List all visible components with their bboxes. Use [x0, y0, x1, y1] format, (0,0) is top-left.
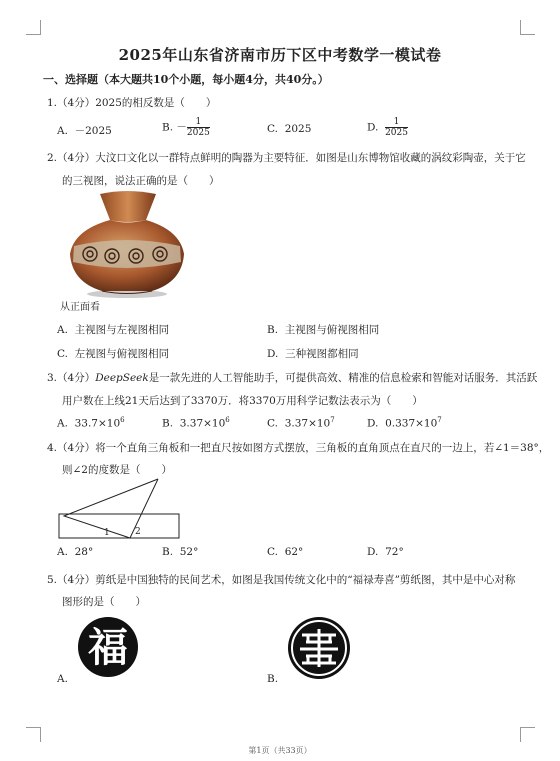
question-number: 3.（4分）	[47, 372, 96, 384]
option-label: D.	[267, 348, 279, 360]
option-label: C.	[267, 123, 278, 135]
exponent: 6	[120, 416, 125, 424]
crop-mark-bottom-left	[26, 727, 41, 742]
numerator: 1	[385, 117, 408, 128]
angle-1-label: 1	[104, 528, 110, 538]
crop-mark-top-right	[520, 20, 535, 35]
option-label: D.	[367, 546, 379, 558]
option-text: 0.337×10	[385, 417, 438, 430]
exponent: 7	[437, 416, 442, 424]
option-text: 28°	[74, 546, 94, 558]
option-label: B.	[162, 121, 174, 134]
q3-stem-line1	[47, 370, 537, 385]
numerator: 1	[187, 117, 210, 128]
page-title: 2025年山东省济南市历下区中考数学一模试卷	[118, 46, 442, 64]
papercut-round-image	[286, 615, 352, 681]
option-text: 62°	[284, 546, 304, 558]
q4-option-c[interactable]	[267, 546, 303, 558]
option-label: A.	[57, 546, 68, 558]
papercut-fu-image	[76, 615, 140, 679]
denominator: 2025	[385, 128, 408, 138]
option-text: 2025	[284, 123, 312, 135]
option-label: D.	[367, 121, 379, 134]
option-label: D.	[367, 417, 379, 430]
crop-mark-bottom-right	[520, 727, 535, 742]
q4-stem-line2: 则∠2的度数是（ ）	[62, 464, 172, 476]
option-text: 主视图与左视图相同	[74, 324, 170, 336]
q5-stem-line2: 图形的是（ ）	[62, 596, 146, 608]
stem-text: 是一款先进的人工智能助手，可提供高效、精准的信息检索和智能对话服务．其活跃	[148, 372, 538, 384]
ruler-triangle-diagram	[58, 476, 184, 542]
denominator: 2025	[186, 128, 210, 138]
option-text: 三种视图都相同	[285, 348, 359, 360]
angle-2-label: 2	[135, 527, 141, 537]
q4-option-d[interactable]	[367, 546, 404, 558]
q3-option-d[interactable]	[367, 416, 442, 430]
option-text: 33.7×10	[74, 417, 121, 430]
q5-option-b[interactable]: B.	[267, 673, 279, 685]
option-label: B.	[162, 417, 174, 430]
option-text: 72°	[385, 546, 404, 558]
option-text: 左视图与俯视图相同	[74, 348, 170, 360]
q4-stem-line1: 4.（4分）将一个直角三角板和一把直尺按如图方式摆放，三角板的直角顶点在直尺的一边上，若∠1＝38°，	[47, 442, 550, 454]
q5-stem-line1: 5.（4分）剪纸是中国独特的民间艺术，如图是我国传统文化中的“福禄寿喜”剪纸图，其中是中心对称	[47, 574, 516, 586]
fraction	[187, 117, 210, 138]
q2-stem-line1: 2.（4分）大汶口文化以一群特点鲜明的陶器为主要特征．如图是山东博物馆收藏的涡纹彩陶壶，关于它	[47, 152, 526, 164]
option-label: B.	[267, 324, 279, 336]
option-label: A.	[57, 324, 68, 336]
option-text: 52°	[179, 546, 199, 558]
minus-sign: －	[176, 121, 187, 134]
option-label: A.	[57, 125, 68, 137]
q5-option-a[interactable]: A.	[57, 673, 68, 685]
q3-option-a[interactable]	[57, 416, 125, 430]
q3-option-b[interactable]	[162, 416, 230, 430]
q2-option-d[interactable]	[267, 346, 359, 361]
option-text: －2025	[74, 125, 112, 137]
section-heading: 一、选择题（本大题共10个小题，每小题4分，共40分。）	[43, 73, 329, 86]
option-label: B.	[162, 546, 174, 558]
option-label: C.	[267, 546, 278, 558]
option-text: 3.37×10	[284, 417, 331, 430]
q4-option-b[interactable]	[162, 546, 198, 558]
q2-option-a[interactable]	[57, 322, 169, 337]
exponent: 6	[225, 416, 230, 424]
option-label: C.	[57, 348, 68, 360]
fraction	[385, 117, 408, 138]
exponent: 7	[330, 416, 335, 424]
product-name: DeepSeek	[95, 372, 149, 384]
q2-option-c[interactable]	[57, 346, 169, 361]
crop-mark-top-left	[26, 20, 41, 35]
fu-character: 福	[88, 625, 128, 671]
q1-option-a[interactable]	[57, 123, 112, 138]
q1-stem: 1.（4分）2025的相反数是（ ）	[47, 97, 217, 109]
q3-option-c[interactable]	[267, 416, 335, 430]
q1-option-c[interactable]	[267, 123, 311, 135]
q2-caption: 从正面看	[60, 302, 100, 313]
option-label: C.	[267, 417, 278, 430]
q4-option-a[interactable]	[57, 546, 93, 558]
q1-option-b[interactable]	[162, 117, 210, 138]
q2-stem-line2: 的三视图，说法正确的是（ ）	[62, 175, 220, 187]
pottery-jar-image	[60, 190, 195, 300]
page-footer: 第1页（共33页）	[248, 746, 312, 755]
option-label: A.	[57, 417, 68, 430]
option-text: 主视图与俯视图相同	[284, 324, 380, 336]
q1-option-d[interactable]	[367, 117, 408, 138]
q3-stem-line2: 用户数在上线21天后达到了3370万．将3370万用科学记数法表示为（ ）	[62, 395, 423, 407]
q2-option-b[interactable]	[267, 322, 379, 337]
option-text: 3.37×10	[179, 417, 226, 430]
